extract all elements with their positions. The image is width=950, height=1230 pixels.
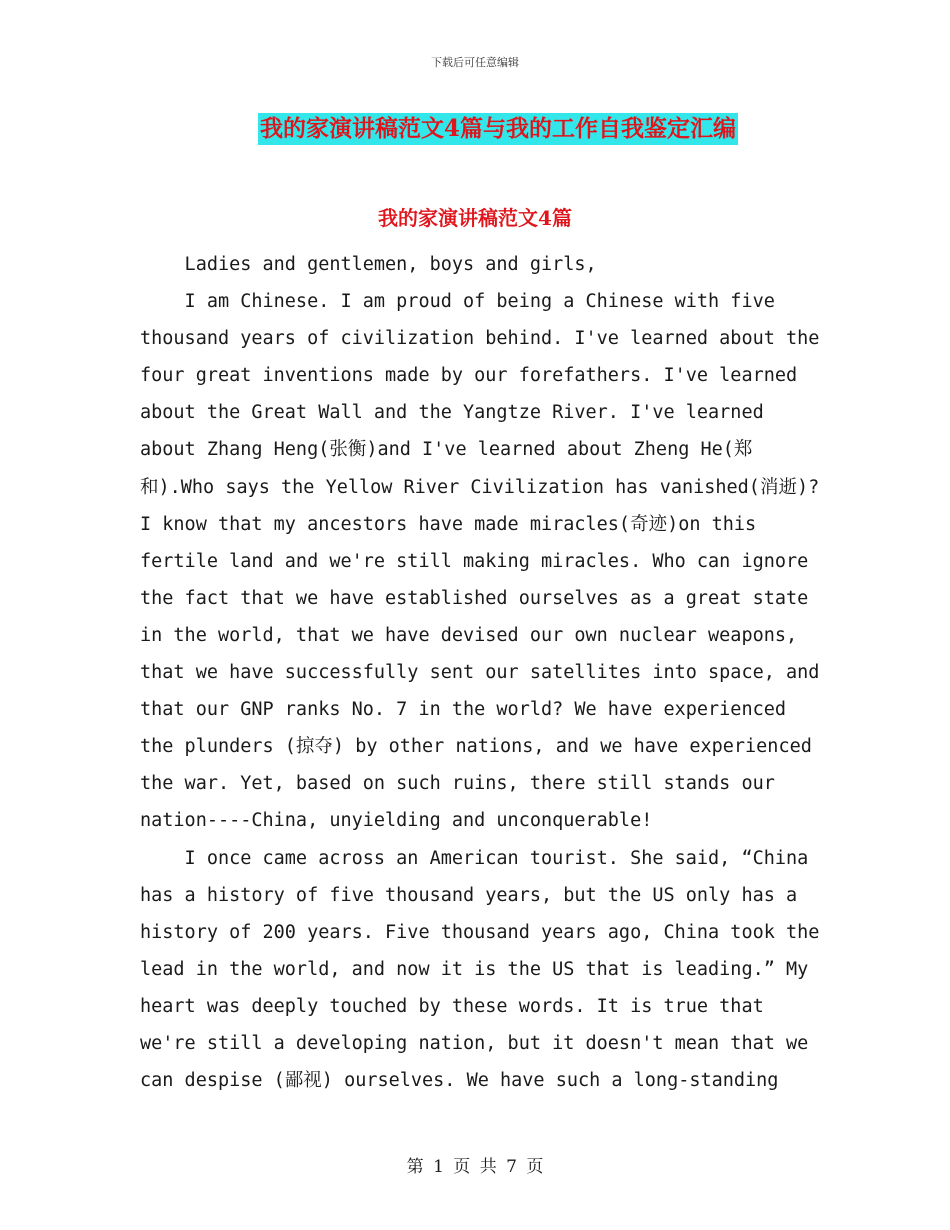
text-line: that we have successfully sent our satellites into space, and	[140, 662, 820, 684]
main-title: 我的家演讲稿范文4篇与我的工作自我鉴定汇编	[258, 113, 738, 145]
text-line: I know that my ancestors have made miracles(奇迹)on this	[140, 513, 757, 535]
text-line: nation----China, unyielding and unconquerable!	[140, 810, 653, 832]
text-line: the war. Yet, based on such ruins, there still stands our	[140, 773, 775, 795]
text-line: I once came across an American tourist. She said, “China	[140, 847, 809, 869]
text-line: can despise (鄙视) ourselves. We have such a long-standing	[140, 1070, 779, 1092]
section-title: 我的家演讲稿范文4篇	[378, 206, 572, 230]
text-line: in the world, that we have devised our own nuclear weapons,	[140, 624, 798, 646]
main-title-container	[0, 113, 950, 145]
text-line: Ladies and gentlemen, boys and girls,	[140, 254, 597, 275]
body-text	[140, 246, 820, 1099]
text-line: has a history of five thousand years, but the US only has a	[140, 884, 798, 906]
page-footer: 第 1 页 共 7 页	[406, 1157, 544, 1177]
text-line: thousand years of civilization behind. I've learned about the	[140, 328, 820, 350]
text-line: four great inventions made by our forefathers. I've learned	[140, 365, 798, 387]
text-line: we're still a developing nation, but it doesn't mean that we	[140, 1032, 809, 1054]
text-line: history of 200 years. Five thousand years ago, China took the	[140, 921, 820, 943]
text-line: about the Great Wall and the Yangtze River. I've learned	[140, 402, 764, 424]
text-line: I am Chinese. I am proud of being a Chinese with five	[140, 291, 775, 313]
text-line: heart was deeply touched by these words. It is true that	[140, 995, 764, 1017]
text-line: fertile land and we're still making miracles. Who can ignore	[140, 550, 809, 572]
text-line: the plunders (掠夺) by other nations, and we have experienced	[140, 736, 812, 758]
header-note: 下载后可任意编辑	[431, 56, 519, 69]
text-line: the fact that we have established ourselves as a great state	[140, 587, 809, 609]
text-line: about Zhang Heng(张衡)and I've learned about Zheng He(郑	[140, 439, 753, 461]
text-line: 和).Who says the Yellow River Civilization has vanished(消逝)?	[140, 476, 820, 498]
text-line: lead in the world, and now it is the US that is leading.” My	[140, 958, 809, 980]
text-line: that our GNP ranks No. 7 in the world? We have experienced	[140, 699, 787, 721]
